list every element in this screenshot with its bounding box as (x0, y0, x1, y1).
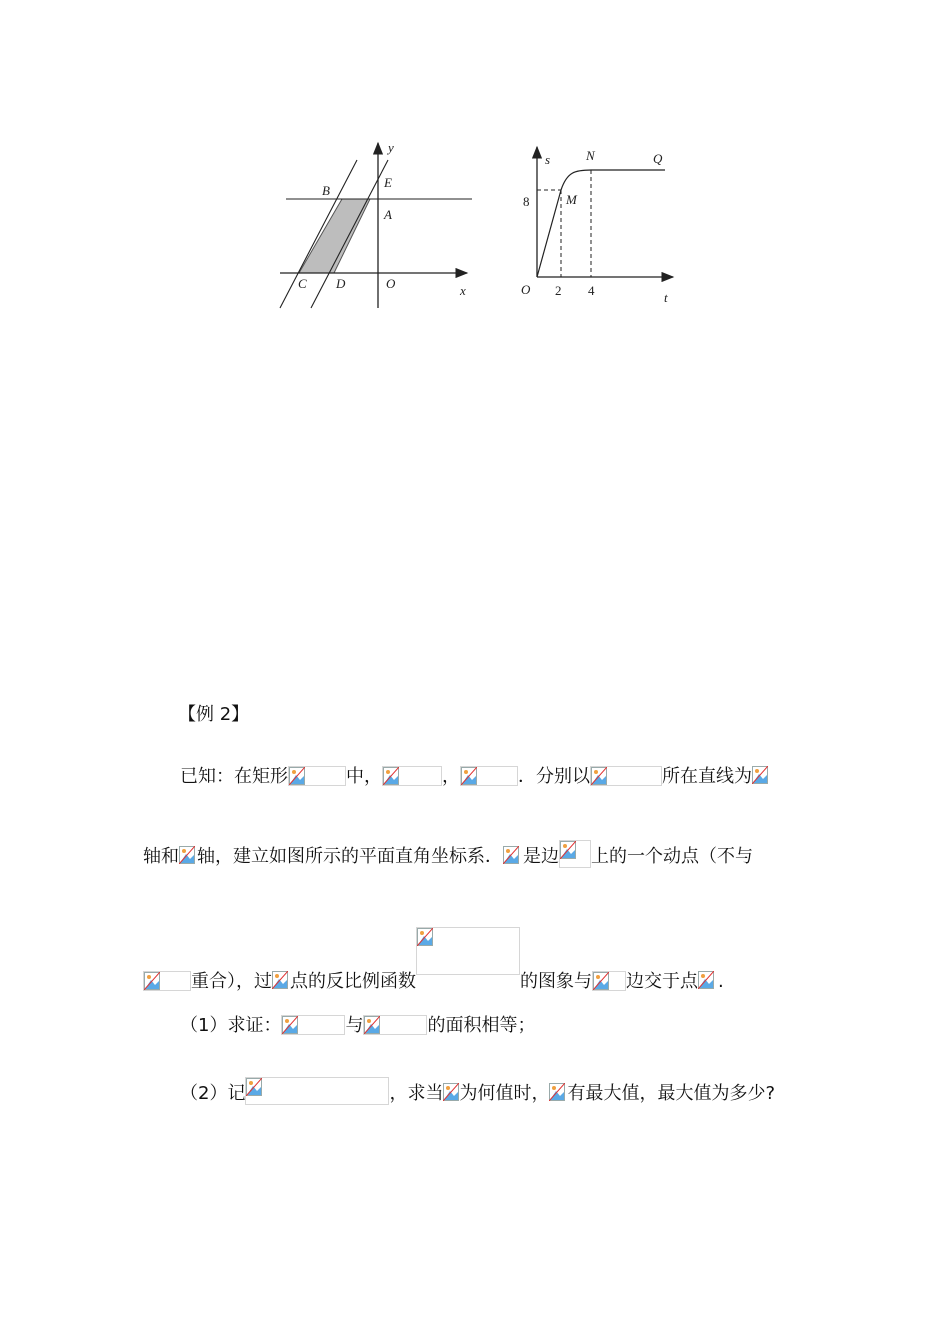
broken-image-icon (503, 846, 519, 864)
text: 重合），过 (191, 971, 272, 992)
text: 边交于点 (626, 971, 698, 992)
text: 是边 (523, 846, 559, 867)
text: 有最大值，最大值为多少? (567, 1083, 776, 1104)
broken-image-icon (549, 1083, 565, 1101)
question-1 (180, 1014, 535, 1038)
text: 所在直线为 (662, 766, 752, 787)
text: 上的一个动点（不与 (591, 846, 753, 867)
formula-image (752, 766, 768, 786)
formula-image (245, 1077, 389, 1105)
text: （2）记 (180, 1083, 246, 1104)
formula-image (382, 766, 442, 786)
label-D: D (336, 276, 346, 291)
text: ， (442, 766, 460, 787)
label-x: x (460, 283, 466, 298)
broken-image-icon (417, 928, 433, 946)
problem-line-1 (180, 765, 768, 789)
label-C: C (298, 276, 307, 291)
label-Q: Q (653, 151, 663, 166)
curve-MN (561, 170, 591, 190)
formula-image (363, 1015, 427, 1035)
broken-image-icon (179, 846, 195, 864)
label-B: B (322, 183, 330, 198)
question-2 (180, 1077, 775, 1106)
formula-image (272, 971, 290, 991)
text: 的面积相等； (427, 1015, 536, 1036)
formula-image (503, 846, 523, 866)
text: 点的反比例函数 (290, 971, 416, 992)
label-t: t (664, 290, 668, 305)
text: . (718, 971, 724, 992)
formula-image (143, 971, 191, 991)
label-s: s (545, 152, 551, 167)
problem-line-3 (143, 939, 724, 994)
broken-image-icon (698, 971, 714, 989)
formula-image (698, 971, 718, 991)
text: 为何值时， (459, 1083, 550, 1104)
broken-image-icon (560, 841, 576, 859)
broken-image-icon (289, 767, 305, 785)
label-N: N (586, 148, 595, 163)
broken-image-icon (591, 767, 607, 785)
segment-OM (537, 190, 561, 277)
label-O: O (521, 282, 531, 297)
formula-image (179, 846, 197, 866)
label-O: O (386, 276, 396, 291)
broken-image-icon (282, 1016, 298, 1034)
label-E: E (384, 175, 392, 190)
broken-image-icon (246, 1078, 262, 1096)
broken-image-icon (443, 1083, 459, 1101)
label-M: M (566, 192, 577, 207)
text: ．分别以 (518, 766, 590, 787)
broken-image-icon (752, 766, 768, 784)
broken-image-icon (144, 972, 160, 990)
text: 轴和 (143, 846, 179, 867)
tick-2: 2 (555, 283, 562, 298)
tick-8: 8 (523, 194, 530, 209)
text: 已知：在矩形 (180, 766, 288, 787)
formula-image (559, 840, 591, 868)
example-heading: 【例 2】 (178, 704, 250, 725)
text: ，求当 (389, 1083, 444, 1104)
formula-image (549, 1083, 567, 1103)
label-y: y (388, 140, 394, 155)
text: 的图象与 (520, 971, 592, 992)
formula-image (592, 971, 626, 991)
text: 轴，建立如图所示的平面直角坐标系． (197, 846, 503, 867)
formula-image (443, 1083, 459, 1103)
broken-image-icon (461, 767, 477, 785)
formula-image (590, 766, 662, 786)
broken-image-icon (383, 767, 399, 785)
formula-image (288, 766, 346, 786)
broken-image-icon (593, 972, 609, 990)
formula-image (416, 927, 520, 975)
text: （1）求证： (180, 1015, 282, 1036)
problem-line-2 (143, 840, 753, 869)
figure-parallelogram (272, 138, 482, 313)
label-A: A (384, 207, 392, 222)
broken-image-icon (272, 971, 288, 989)
broken-image-icon (364, 1016, 380, 1034)
formula-image (281, 1015, 345, 1035)
formula-image (460, 766, 518, 786)
text: 中， (346, 766, 382, 787)
figure-s-t-graph (515, 142, 685, 307)
tick-4: 4 (588, 283, 595, 298)
text: 与 (345, 1015, 364, 1036)
